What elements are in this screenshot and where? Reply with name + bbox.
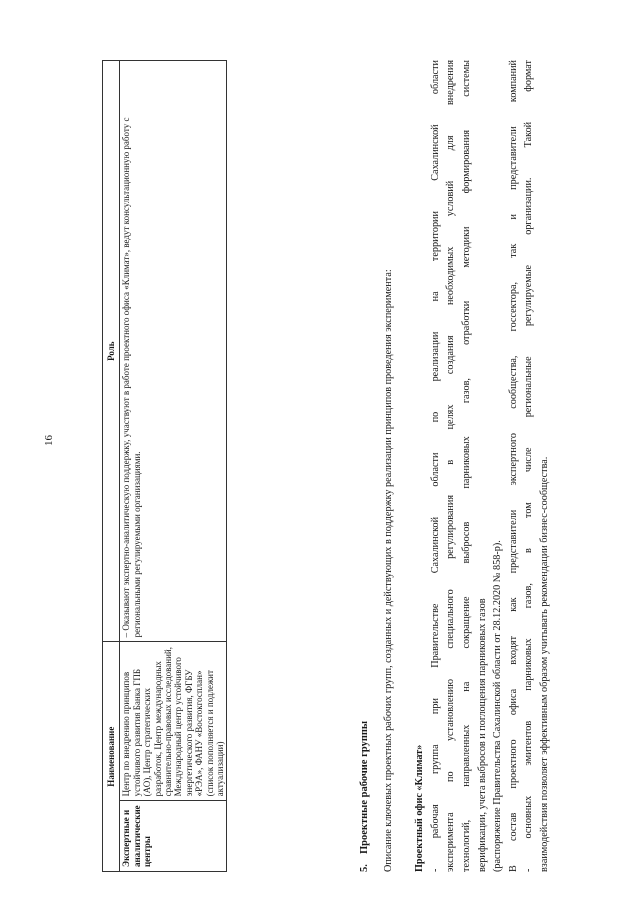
paragraph-line: (распоряжение Правительства Сахалинской области от 28.12.2020 № 858-р). xyxy=(492,540,504,872)
section-project-groups xyxy=(357,60,553,872)
office-composition xyxy=(506,60,553,872)
row-role: – Оказывают экспертно-аналитическую поддержку, участвуют в работе проектного офиса «Климат», ведут консультационную работу с региональными регулируемыми организациями. xyxy=(120,61,227,642)
rotated-page-content xyxy=(102,60,602,872)
section-heading xyxy=(357,60,373,872)
header-name: Наименование xyxy=(103,642,120,872)
table-header-row xyxy=(103,61,120,872)
paragraph-line: - рабочая группа при Правительстве Сахалинской области по реализации на территории Сахалинской области xyxy=(429,60,441,872)
office-title: Проектный офис «Климат» xyxy=(414,744,426,872)
paragraph-line: взаимодействия позволяет эффективным образом учитывать рекомендации бизнес-сообщества. xyxy=(538,456,550,872)
paragraph-line: - основных эмитентов парниковых газов, в том числе региональные регулируемые организации. Такой формат xyxy=(523,60,535,872)
paragraph-line: В состав проектного офиса входят как представители экспертного сообщества, госсектора, так и представители компаний xyxy=(507,60,519,872)
page-number: 16 xyxy=(43,435,55,446)
office-description xyxy=(428,60,506,872)
row-organizations: Центр по внедрению принципов устойчивого развития Банка ГПБ (АО), Центр стратегических разработок, Центр международных сравнительно-правовых исследований, Международный центр устойчивого энергетического развития, ФГБУ «РЭА», ФАНУ «Востокгосплан» (список пополняется и подлежит актуализации) xyxy=(120,642,227,801)
paragraph-line: эксперимента по установлению специального регулирования в целях создания необходимых условий для внедрения xyxy=(445,60,457,872)
header-role: Роль xyxy=(103,61,120,642)
paragraph-line: технологий, направленных на сокращение выбросов парниковых газов, отработки методики формирования системы xyxy=(460,60,472,872)
roles-table xyxy=(102,60,227,872)
row-category: Экспертные и аналитические центры xyxy=(120,801,227,872)
paragraph-line: верификации, учета выбросов и поглощения парниковых газов xyxy=(476,598,488,872)
section-title: Проектные рабочие группы xyxy=(359,720,370,854)
section-intro: Описание ключевых проектных рабочих групп, созданных и действующих в поддержку реализации принципов проведения эксперимента: xyxy=(382,269,394,872)
section-number: 5. xyxy=(359,864,370,872)
table-row xyxy=(120,61,227,872)
